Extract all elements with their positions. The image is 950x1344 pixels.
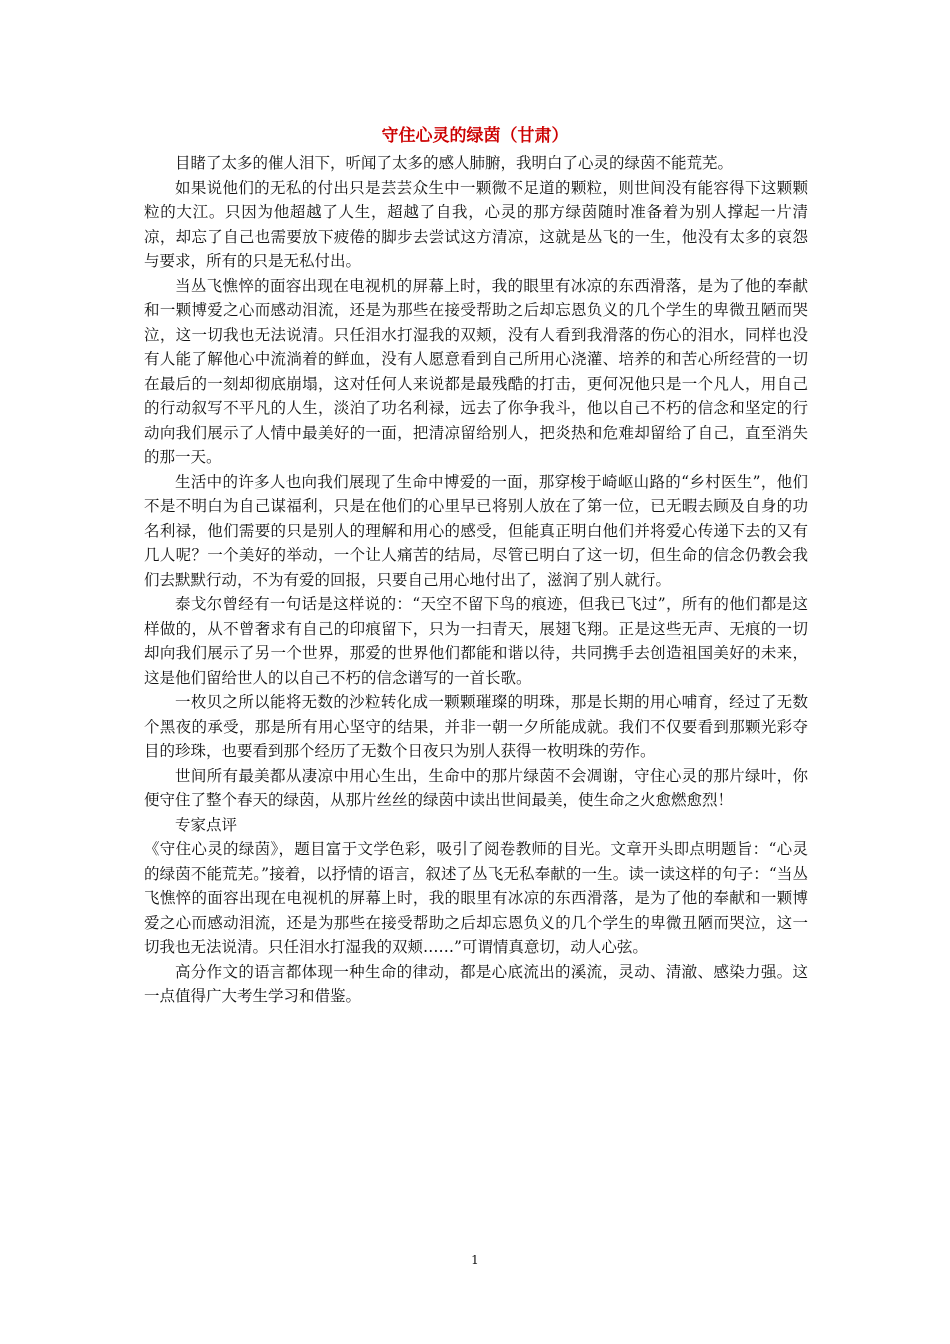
review-heading: 专家点评: [175, 815, 238, 834]
paragraph: 目睹了太多的催人泪下，听闻了太多的感人肺腑，我明白了心灵的绿茵不能荒芜。: [175, 154, 734, 172]
paragraph: 一枚贝之所以能将无数的沙粒转化成一颗颗璀璨的明珠，那是长期的用心哺育，经过了无数个黑夜的承受，那是所有用心坚守的结果，并非一朝一夕所能成就。我们不仅要看到那颗光彩夺目的珍珠，也要看到那个经历了无数个日夜只为别人获得一枚明珠的劳作。: [144, 693, 808, 760]
paragraph: 生活中的许多人也向我们展现了生命中博爱的一面，那穿梭于崎岖山路的“乡村医生”，他们不是不明白为自己谋福利，只是在他们的心里早已将别人放在了第一位，已无暇去顾及自身的功名利禄，他们需要的只是别人的理解和用心的感受，但能真正明白他们并将爱心传递下去的又有几人呢？一个美好的举动，一个让人痛苦的结局，尽管已明白了这一切，但生命的信念仍教会我们去默默行动，不为有爱的回报，只要自己用心地付出了，滋润了别人就行。: [144, 472, 808, 589]
review-paragraph: 《守住心灵的绿茵》，题目富于文学色彩，吸引了阅卷教师的目光。文章开头即点明题旨：“心灵的绿茵不能荒芜。”接着，以抒情的语言，叙述了丛飞无私奉献的一生。读一读这样的句子：“当丛飞憔悴的面容出现在电视机的屏幕上时，我的眼里有冰凉的东西滑落，是为了他的奉献和一颗博爱之心而感动泪流，还是为那些在接受帮助之后却忘恩负义的几个学生的卑微丑陋而哭泣，这一切我也无法说清。只任泪水打湿我的双颊……”可谓情真意切，动人心弦。: [144, 840, 808, 956]
document-body: [144, 151, 808, 1009]
paragraph: 如果说他们的无私的付出只是芸芸众生中一颗微不足道的颗粒，则世间没有能容得下这颗颗粒的大江。只因为他超越了人生，超越了自我，心灵的那方绿茵随时准备着为别人撑起一片清凉，却忘了自己也需要放下疲倦的脚步去尝试这方清凉，这就是丛飞的一生，他没有太多的哀怨与要求，所有的只是无私付出。: [144, 178, 808, 270]
paragraph: 泰戈尔曾经有一句话是这样说的：“天空不留下鸟的痕迹，但我已飞过”，所有的他们都是这样做的，从不曾奢求有自己的印痕留下，只为一扫青天，展翅飞翔。正是这些无声、无痕的一切却向我们展示了另一个世界，那爱的世界他们都能和谐以待，共同携手去创造祖国美好的未来，这是他们留给世人的以自己不朽的信念谱写的一首长歌。: [144, 595, 808, 687]
paragraph: 当丛飞憔悴的面容出现在电视机的屏幕上时，我的眼里有冰凉的东西滑落，是为了他的奉献和一颗博爱之心而感动泪流，还是为那些在接受帮助之后却忘恩负义的几个学生的卑微丑陋而哭泣，这一切我也无法说清。只任泪水打湿我的双颊，没有人看到我滑落的伤心的泪水，同样也没有人能了解他心中流淌着的鲜血，没有人愿意看到自己所用心浇灌、培养的和苦心所经营的一切在最后的一刻却彻底崩塌，这对任何人来说都是最残酷的打击，更何况他只是一个凡人，用自己的行动叙写不平凡的人生，淡泊了功名利禄，远去了你争我斗，他以自己不朽的信念和坚定的行动向我们展示了人情中最美好的一面，把清凉留给别人，把炎热和危难却留给了自己，直至消失的那一天。: [144, 276, 808, 466]
document-title: 守住心灵的绿茵（甘肃）: [381, 126, 569, 146]
closing-paragraph: 高分作文的语言都体现一种生命的律动，都是心底流出的溪流，灵动、清澈、感染力强。这一点值得广大考生学习和借鉴。: [144, 962, 808, 1005]
page-number: 1: [471, 1253, 479, 1267]
paragraph: 世间所有最美都从凄凉中用心生出，生命中的那片绿茵不会凋谢，守住心灵的那片绿叶，你便守住了整个春天的绿茵，从那片丝丝的绿茵中读出世间最美，使生命之火愈燃愈烈！: [144, 766, 808, 809]
